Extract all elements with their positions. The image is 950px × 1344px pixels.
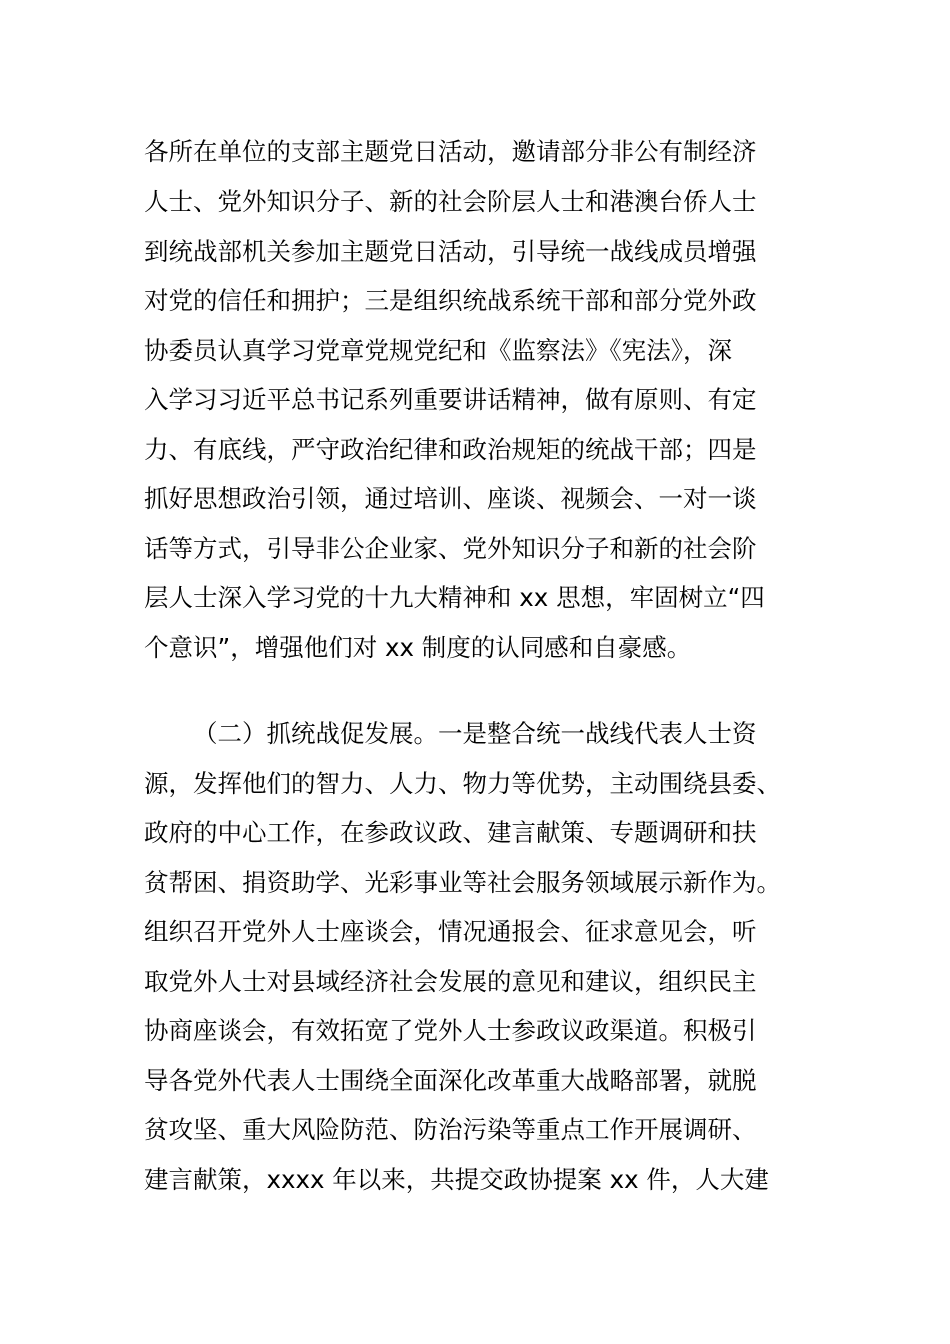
text-line: 力、有底线，严守政治纪律和政治规矩的统战干部；四是: [144, 435, 757, 464]
text-line: 层人士深入学习党的十九大精神和 xx 思想，牢固树立“四: [144, 583, 765, 612]
text-line: 入学习习近平总书记系列重要讲话精神，做有原则、有定: [144, 385, 757, 414]
text-line: 导各党外代表人士围绕全面深化改革重大战略部署，就脱: [144, 1066, 757, 1095]
text-line: 贫帮困、捐资助学、光彩事业等社会服务领域展示新作为。: [144, 868, 781, 897]
text-line: 组织召开党外人士座谈会，情况通报会、征求意见会，听: [144, 917, 757, 946]
text-line: 贫攻坚、重大风险防范、防治污染等重点工作开展调研、: [144, 1115, 757, 1144]
section-heading-line: （二）抓统战促发展。一是整合统一战线代表人士资: [193, 719, 757, 748]
text-line: 取党外人士对县域经济社会发展的意见和建议，组织民主: [144, 967, 757, 996]
text-line: 政府的中心工作，在参政议政、建言献策、专题调研和扶: [144, 818, 757, 847]
text-line: 抓好思想政治引领，通过培训、座谈、视频会、一对一谈: [144, 484, 757, 513]
text-line: 建言献策，xxxx 年以来，共提交政协提案 xx 件，人大建: [144, 1165, 769, 1194]
text-line: 各所在单位的支部主题党日活动，邀请部分非公有制经济: [144, 137, 757, 166]
text-line: 话等方式，引导非公企业家、党外知识分子和新的社会阶: [144, 534, 757, 563]
text-line: 到统战部机关参加主题党日活动，引导统一战线成员增强: [144, 237, 757, 266]
text-line: 源，发挥他们的智力、人力、物力等优势，主动围绕县委、: [144, 769, 781, 798]
text-line: 协委员认真学习党章党规党纪和《监察法》《宪法》，深: [144, 336, 732, 365]
text-line: 对党的信任和拥护；三是组织统战系统干部和部分党外政: [144, 286, 757, 315]
text-line: 个意识”，增强他们对 xx 制度的认同感和自豪感。: [144, 633, 692, 662]
text-line: 协商座谈会，有效拓宽了党外人士参政议政渠道。积极引: [144, 1016, 757, 1045]
text-line: 人士、党外知识分子、新的社会阶层人士和港澳台侨人士: [144, 187, 757, 216]
